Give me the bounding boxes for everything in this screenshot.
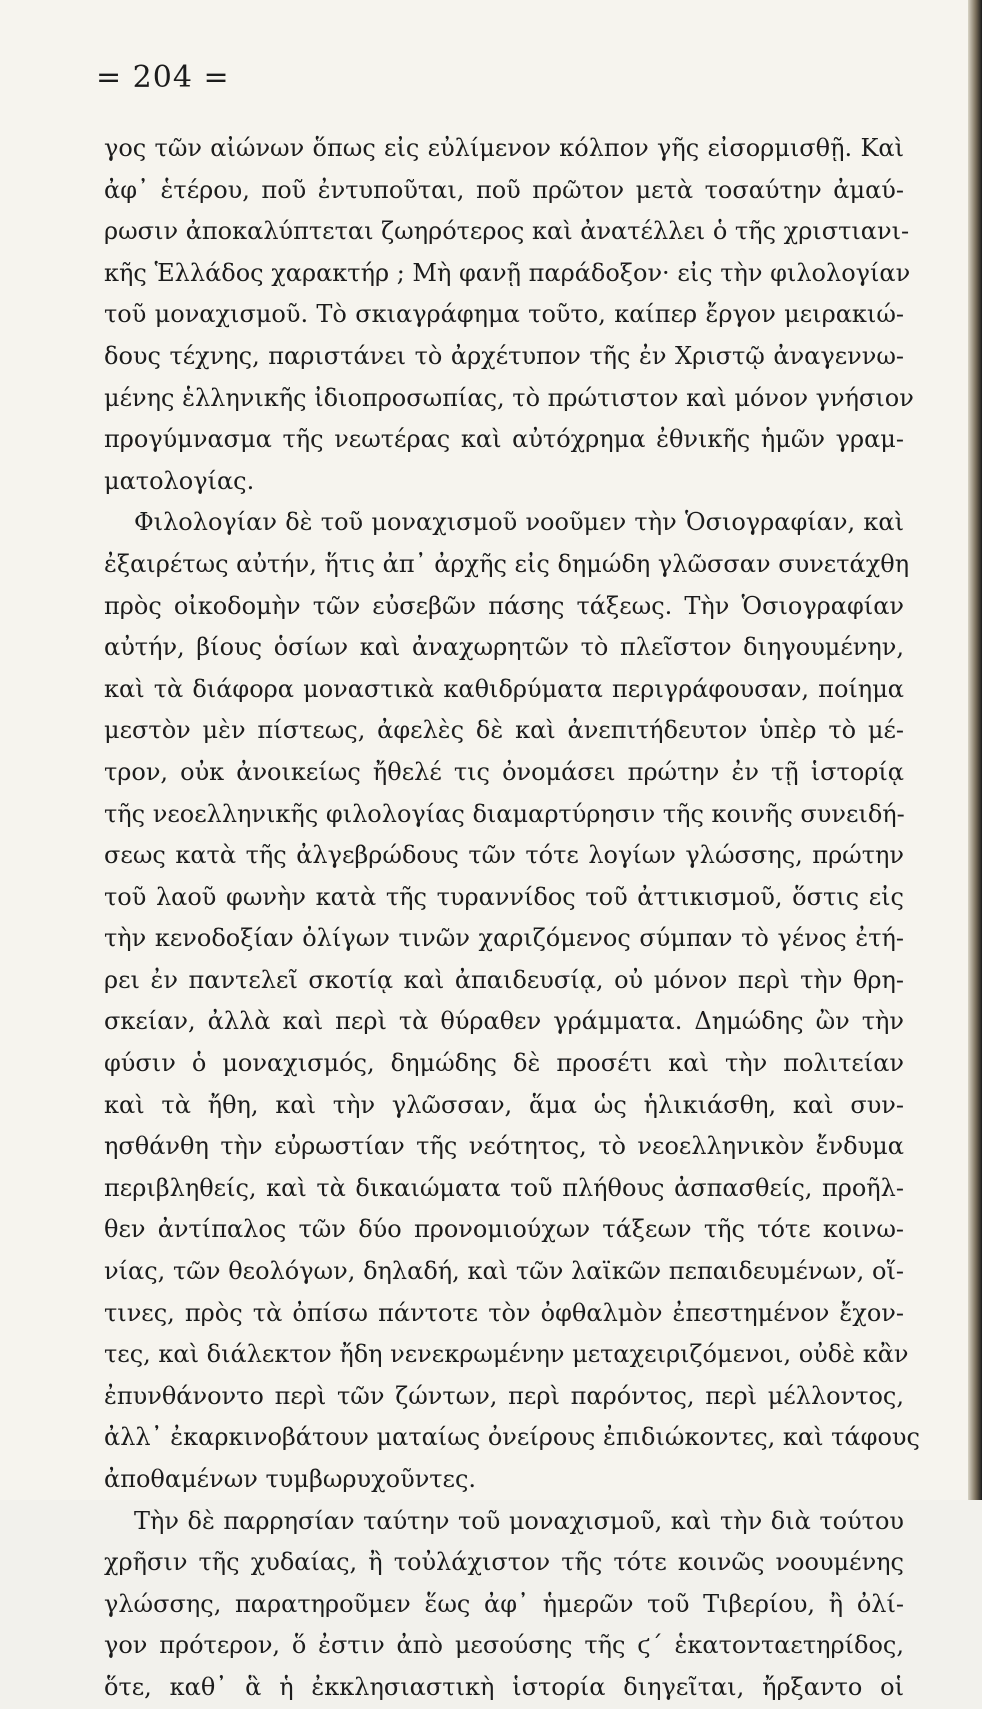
paragraph-start-line: Τὴν δὲ παρρησίαν ταύτην τοῦ μοναχισμοῦ, καὶ τὴν διὰ τούτου (134, 1506, 904, 1535)
text-line: φύσιν ὁ μοναχισμός, δημώδης δὲ προσέτι καὶ τὴν πολιτείαν (104, 1049, 904, 1078)
text-line: ὅτε, καθ᾽ ἃ ἡ ἐκκλησιαστικὴ ἱστορία διηγεῖται, ἤρξαντο οἱ (104, 1672, 904, 1701)
text-line: χρῆσιν τῆς χυδαίας, ἢ τοὐλάχιστον τῆς τότε κοινῶς νοουμένης (104, 1548, 904, 1577)
text-line: ρει ἐν παντελεῖ σκοτίᾳ καὶ ἀπαιδευσίᾳ, οὐ μόνον περὶ τὴν θρη- (104, 965, 904, 994)
text-line: καὶ τὰ διάφορα μοναστικὰ καθιδρύματα περιγράφουσαν, ποίημα (104, 674, 904, 703)
text-line: τοῦ μοναχισμοῦ. Τὸ σκιαγράφημα τοῦτο, καίπερ ἔργον μειρακιώ- (104, 300, 904, 329)
text-line: ἐξαιρέτως αὐτήν, ἥτις ἀπ᾽ ἀρχῆς εἰς δημώδη γλῶσσαν συνετάχθη (104, 549, 910, 578)
text-line: τοῦ λαοῦ φωνὴν κατὰ τῆς τυραννίδος τοῦ ἀττικισμοῦ, ὅστις εἰς (104, 882, 904, 911)
paragraph-start-line: Φιλολογίαν δὲ τοῦ μοναχισμοῦ νοοῦμεν τὴν Ὁσιογραφίαν, καὶ (134, 508, 904, 537)
text-line: σκείαν, ἀλλὰ καὶ περὶ τὰ θύραθεν γράμματα. Δημώδης ὢν τὴν (104, 1007, 904, 1036)
paragraph-end-line: ἀποθαμένων τυμβωρυχοῦντες. (104, 1465, 477, 1493)
text-line: ἀλλ᾽ ἐκαρκινοβάτουν ματαίως ὀνείρους ἐπιδιώκοντες, καὶ τάφους (104, 1423, 920, 1452)
text-line: γλώσσης, παρατηροῦμεν ἕως ἀφ᾽ ἡμερῶν τοῦ Τιβερίου, ἢ ὀλί- (104, 1589, 904, 1618)
text-line: μεστὸν μὲν πίστεως, ἀφελὲς δὲ καὶ ἀνεπιτήδευτον ὑπὲρ τὸ μέ- (104, 716, 904, 745)
text-line: αὐτήν, βίους ὁσίων καὶ ἀναχωρητῶν τὸ πλεῖστον διηγουμένην, (104, 633, 904, 662)
text-line: κῆς Ἑλλάδος χαρακτήρ ; Μὴ φανῇ παράδοξον· εἰς τὴν φιλολογίαν (104, 258, 911, 287)
text-line: μένης ἑλληνικῆς ἰδιοπροσωπίας, τὸ πρώτιστον καὶ μόνον γνήσιον (104, 383, 914, 412)
text-line: καὶ τὰ ἤθη, καὶ τὴν γλῶσσαν, ἅμα ὡς ἡλικιάσθη, καὶ συν- (104, 1090, 904, 1119)
text-line: ἀφ᾽ ἑτέρου, ποῦ ἐντυποῦται, ποῦ πρῶτον μετὰ τοσαύτην ἀμαύ- (104, 175, 904, 204)
text-line: τρον, οὐκ ἀνοικείως ἤθελέ τις ὀνομάσει πρώτην ἐν τῇ ἱστορίᾳ (104, 757, 904, 786)
text-line: ρωσιν ἀποκαλύπτεται ζωηρότερος καὶ ἀνατέλλει ὁ τῆς χριστιανι- (104, 217, 910, 246)
text-line: σεως κατὰ τῆς ἀλγεβρώδους τῶν τότε λογίων γλώσσης, πρώτην (104, 841, 904, 870)
text-line: δους τέχνης, παριστάνει τὸ ἀρχέτυπον τῆς ἐν Χριστῷ ἀναγεννω- (104, 341, 904, 370)
page-number: = 204 = (96, 60, 230, 95)
paragraph-end-line: ματολογίας. (104, 466, 255, 495)
body-text (104, 128, 920, 1709)
scan-edge-shadow (968, 0, 982, 1500)
text-line: θεν ἀντίπαλος τῶν δύο προνομιούχων τάξεων τῆς τότε κοινω- (104, 1215, 904, 1244)
text-line: γον πρότερον, ὅ ἐστιν ἀπὸ μεσούσης τῆς ϛ´ ἑκατονταετηρίδος, (104, 1631, 904, 1660)
text-line: τινες, πρὸς τὰ ὀπίσω πάντοτε τὸν ὀφθαλμὸν ἐπεστημένον ἔχον- (104, 1298, 904, 1327)
text-line: τὴν κενοδοξίαν ὀλίγων τινῶν χαριζόμενος σύμπαν τὸ γένος ἐτή- (104, 924, 904, 953)
text-line: ησθάνθη τὴν εὐρωστίαν τῆς νεότητος, τὸ νεοελληνικὸν ἔνδυμα (104, 1132, 904, 1161)
text-line: γος τῶν αἰώνων ὅπως εἰς εὐλίμενον κόλπον γῆς εἰσορμισθῇ. Καὶ (104, 134, 904, 162)
text-line: ἐπυνθάνοντο περὶ τῶν ζώντων, περὶ παρόντος, περὶ μέλλοντος, (104, 1381, 904, 1410)
text-line: πρὸς οἰκοδομὴν τῶν εὐσεβῶν πάσης τάξεως. Τὴν Ὁσιογραφίαν (104, 591, 904, 620)
text-line: προγύμνασμα τῆς νεωτέρας καὶ αὐτόχρημα ἐθνικῆς ἡμῶν γραμ- (104, 425, 904, 454)
text-line: τες, καὶ διάλεκτον ἤδη νενεκρωμένην μεταχειριζόμενοι, οὐδὲ κἂν (104, 1340, 909, 1369)
text-line: νίας, τῶν θεολόγων, δηλαδή, καὶ τῶν λαϊκῶν πεπαιδευμένων, οἵ- (104, 1257, 904, 1286)
text-line: τῆς νεοελληνικῆς φιλολογίας διαμαρτύρησιν τῆς κοινῆς συνειδή- (104, 799, 905, 828)
text-line: περιβληθείς, καὶ τὰ δικαιώματα τοῦ πλήθους ἀσπασθείς, προῆλ- (104, 1173, 904, 1202)
